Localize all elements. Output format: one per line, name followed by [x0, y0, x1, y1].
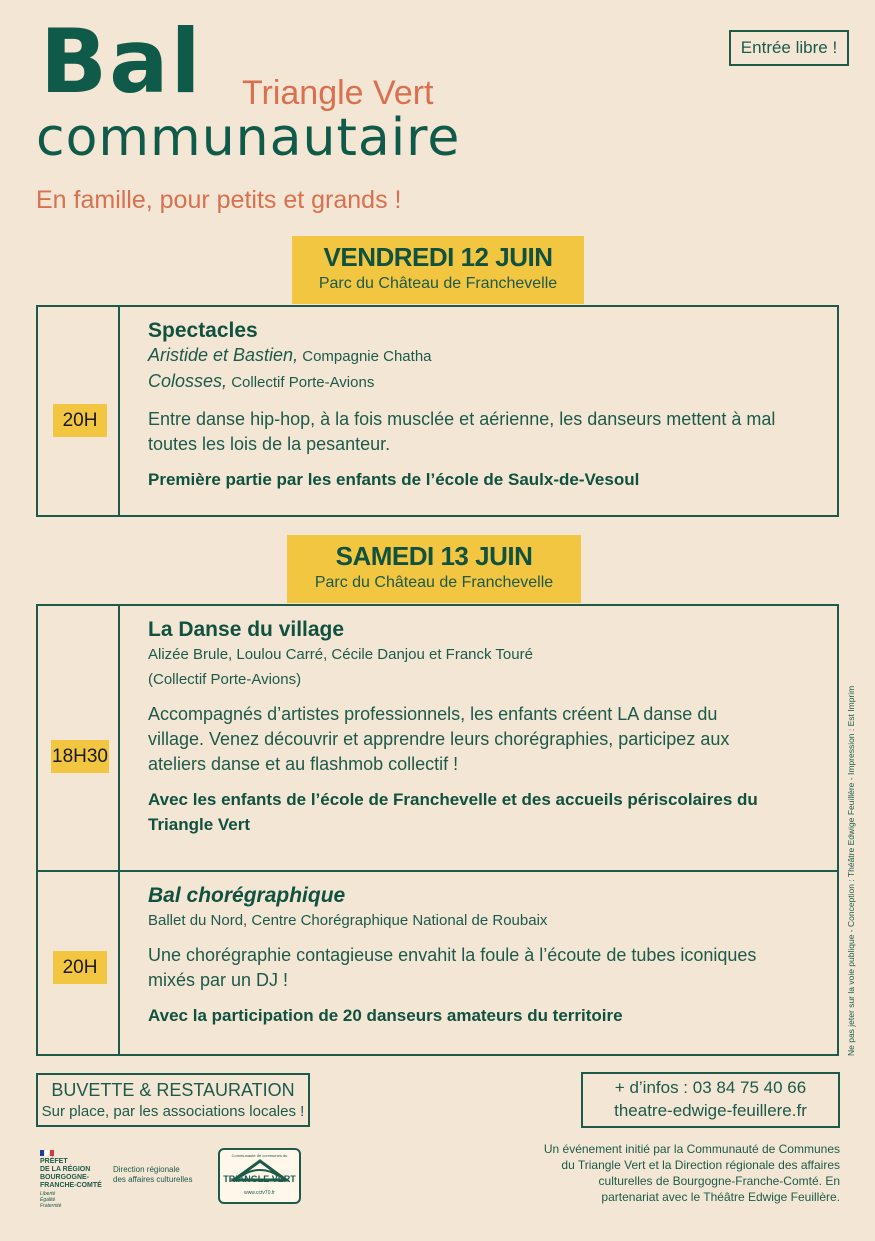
prefet-line: PRÉFET	[40, 1158, 68, 1165]
event-description	[148, 943, 828, 993]
desc-line: Entre danse hip-hop, à la fois musclée et aérienne, les danseurs mettent à mal	[148, 409, 776, 429]
partners-line: partenariat avec le Théâtre Edwige Feuillère.	[601, 1190, 840, 1204]
work-title: Aristide et Bastien,	[148, 345, 299, 365]
event-credit	[148, 343, 828, 369]
desc-line: toutes les lois de la pesanteur.	[148, 434, 391, 454]
logo-caption: Communauté de communes du	[231, 1153, 288, 1158]
entry-badge: Entrée libre !	[729, 30, 849, 66]
divider	[118, 307, 120, 515]
event-credit: (Collectif Porte-Avions)	[148, 671, 302, 688]
day1-table	[36, 305, 839, 517]
title-bal: Bal	[40, 10, 203, 113]
desc-line: Une chorégraphie contagieuse envahit la foule à l’écoute de tubes iconiques	[148, 945, 757, 965]
desc-line: village. Venez découvrir et apprendre leurs chorégraphies, participez aux	[148, 729, 730, 749]
info-website: theatre-edwige-feuillere.fr	[614, 1101, 807, 1120]
info-phone: + d’infos : 03 84 75 40 66	[614, 1078, 807, 1097]
info-box	[581, 1072, 840, 1128]
event-note: Avec la participation de 20 danseurs amateurs du territoire	[148, 1006, 623, 1025]
company-name: Compagnie Chatha	[302, 348, 432, 365]
partners-line: du Triangle Vert et la Direction régionale des affaires	[561, 1158, 840, 1172]
day2-header	[287, 535, 581, 603]
drac-line: des affaires culturelles	[113, 1175, 193, 1184]
event-description	[148, 407, 828, 457]
event-title: La Danse du village	[148, 618, 345, 641]
event-title: Bal chorégraphique	[148, 884, 346, 907]
event-spectacles	[148, 319, 828, 492]
day2-table	[36, 604, 839, 1056]
title-communautaire: communautaire	[36, 108, 461, 168]
drac-logo	[113, 1165, 192, 1185]
divider	[38, 870, 837, 872]
desc-line: mixés par un DJ !	[148, 970, 289, 990]
desc-line: ateliers danse et au flashmob collectif !	[148, 754, 459, 774]
divider	[118, 606, 120, 1054]
desc-line: Accompagnés d’artistes professionnels, les enfants créent LA danse du	[148, 704, 718, 724]
prefet-logo	[40, 1150, 110, 1209]
event-bal-choregraphique	[148, 884, 828, 1028]
logo-url: www.cctv70.fr	[244, 1190, 275, 1196]
triangle-vert-logo	[218, 1148, 301, 1204]
drac-line: Direction régionale	[113, 1165, 180, 1174]
prefet-motto: Liberté Égalité Fraternité	[40, 1191, 62, 1209]
logo-name: TRIANGLE VERT	[223, 1174, 296, 1184]
buvette-box	[36, 1073, 310, 1127]
title-triangle-vert: Triangle Vert	[242, 74, 434, 112]
legal-note: Ne pas jeter sur la voie publique - Conception : Théâtre Edwige Feuillère - Impression : Est Imprim	[846, 685, 856, 1056]
day2-place: Parc du Château de Franchevelle	[314, 574, 554, 591]
partners-line: culturelles de Bourgogne-Franche-Comté. En	[598, 1174, 840, 1188]
time-badge: 20H	[53, 951, 107, 984]
event-credit: Alizée Brule, Loulou Carré, Cécile Danjou et Franck Touré	[148, 646, 533, 663]
prefet-line: BOURGOGNE-	[40, 1174, 89, 1181]
company-name: Collectif Porte-Avions	[231, 374, 375, 391]
time-badge: 20H	[53, 404, 107, 437]
event-credit: Ballet du Nord, Centre Chorégraphique National de Roubaix	[148, 912, 548, 929]
partners-line: Un événement initié par la Communauté de Communes	[543, 1142, 840, 1156]
flag-icon	[40, 1150, 110, 1156]
day1-header	[292, 236, 584, 304]
event-description	[148, 702, 828, 777]
work-title: Colosses,	[148, 371, 228, 391]
day2-title: SAMEDI 13 JUIN	[335, 541, 533, 571]
note-line: Triangle Vert	[148, 815, 251, 834]
partners-text	[470, 1141, 840, 1205]
event-note: Première partie par les enfants de l’école de Saulx-de-Vesoul	[148, 470, 640, 489]
event-credit	[148, 369, 828, 395]
event-note	[148, 787, 828, 837]
prefet-line: FRANCHE-COMTÉ	[40, 1182, 102, 1189]
buvette-subtitle: Sur place, par les associations locales !	[41, 1103, 305, 1120]
buvette-title: BUVETTE & RESTAURATION	[51, 1080, 295, 1100]
event-title: Spectacles	[148, 319, 258, 342]
subtitle: En famille, pour petits et grands !	[36, 186, 402, 214]
time-badge: 18H30	[51, 740, 109, 773]
event-danse-village	[148, 618, 828, 837]
prefet-line: DE LA RÉGION	[40, 1166, 91, 1173]
day1-place: Parc du Château de Franchevelle	[318, 275, 558, 292]
day1-title: VENDREDI 12 JUIN	[323, 242, 553, 272]
note-line: Avec les enfants de l’école de Franchevelle et des accueils périscolaires du	[148, 790, 758, 809]
